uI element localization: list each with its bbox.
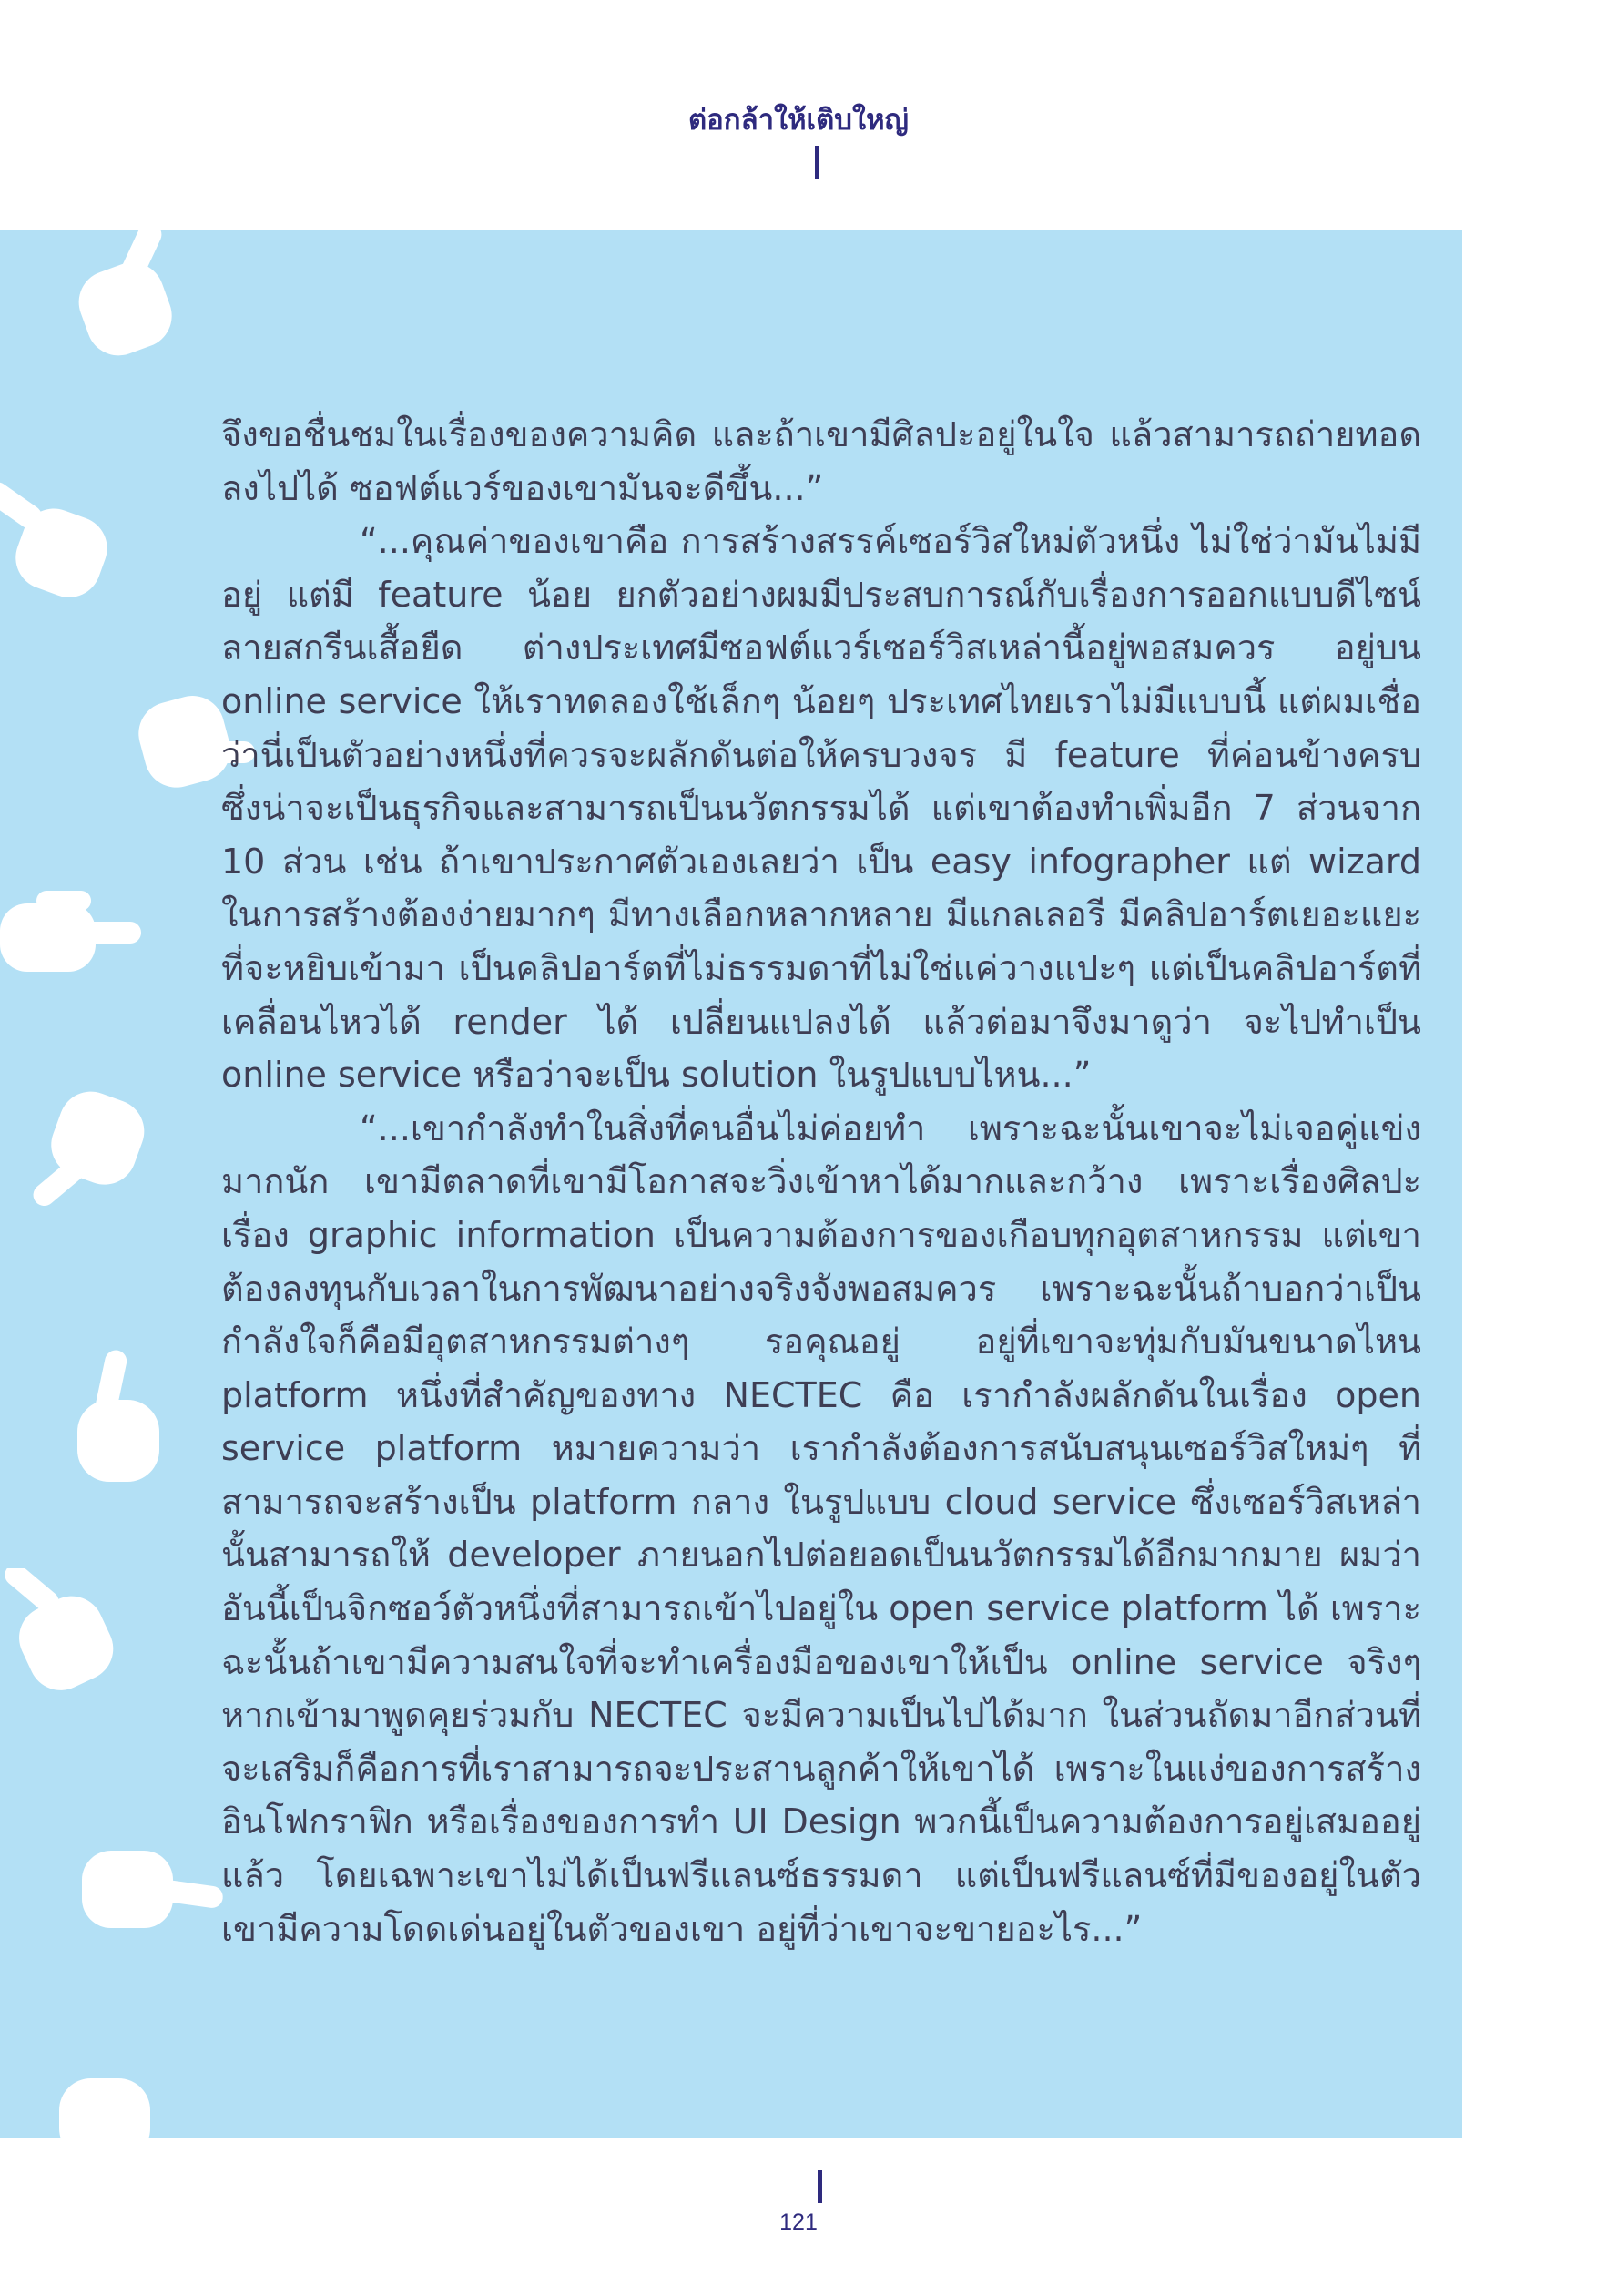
pointing-hand-icon — [0, 475, 118, 603]
footer-divider — [818, 2170, 822, 2203]
header-divider — [815, 146, 819, 179]
pointing-hand-icon — [0, 885, 146, 995]
pointing-hand-icon — [55, 2078, 155, 2138]
pointing-hand-icon — [82, 1842, 228, 1942]
pointing-hand-icon — [73, 1350, 164, 1486]
pointing-hand-icon — [73, 230, 191, 357]
paragraph: “...เขากำลังทำในสิ่งที่คนอื่นไม่ค่อยทำ เพราะฉะนั้นเขาจะไม่เจอคู่แข่งมากนัก เขามีตลาดที่เขามีโอกาสจะวิ่งเข้าหาได้มากและกว้าง เพราะเรื่องศิลปะ เรื่อง graphic information เป็นความต้องการของเกือบทุกอุตสาหกรรม แต่เขาต้องลงทุนกับเวลาในการพัฒนาอย่างจริงจังพอสมควร เพราะฉะนั้นถ้าบอกว่าเป็นกำลังใจก็คือมีอุตสาหกรรมต่างๆ รอคุณอยู่ อยู่ที่เขาจะทุ่มกับมันขนาดไหน platform หนึ่งที่สำคัญของทาง NECTEC คือ เรากำลังผลักดันในเรื่อง open service platform หมายความว่า เรากำลังต้องการสนับสนุนเซอร์วิสใหม่ๆ ที่สามารถจะสร้างเป็น platform กลาง ในรูปแบบ cloud service ซึ่งเซอร์วิสเหล่านั้นสามารถให้ developer ภายนอกไปต่อยอดเป็นนวัตกรรมได้อีกมากมาย ผมว่าอันนี้เป็นจิกซอว์ตัวหนึ่งที่สามารถเข้าไปอยู่ใน open service platform ได้ เพราะฉะนั้นถ้าเขามีความสนใจที่จะทำเครื่องมือของเขาให้เป็น online service จริงๆ หากเข้ามาพูดคุยร่วมกับ NECTEC จะมีความเป็นไปได้มาก ในส่วนถัดมาอีกส่วนที่จะเสริมก็คือการที่เราสามารถจะประสานลูกค้าให้เขาได้ เพราะในแง่ของการสร้างอินโฟกราฟิก หรือเรื่องของการทำ UI Design พวกนี้เป็นความต้องการอยู่เสมออยู่แล้ว โดยเฉพาะเขาไม่ได้เป็นฟรีแลนซ์ธรรมดา แต่เป็นฟรีแลนซ์ที่มีของอยู่ในตัวเขามีความโดดเด่นอยู่ในตัวของเขา อยู่ที่ว่าเขาจะขายอะไร...” — [221, 1107, 1422, 1949]
pointing-hand-icon — [0, 1568, 127, 1696]
page-number: 121 — [779, 2209, 818, 2235]
article-body — [221, 408, 1421, 1955]
running-header: ต่อกล้าให้เติบใหญ่ — [688, 104, 909, 137]
paragraph: “...คุณค่าของเขาคือ การสร้างสรรค์เซอร์วิสใหม่ตัวหนึ่ง ไม่ใช่ว่ามันไม่มีอยู่ แต่มี feature น้อย ยกตัวอย่างผมมีประสบการณ์กับเรื่องการออกแบบดีไซน์ลายสกรีนเสื้อยืด ต่างประเทศมีซอฟต์แวร์เซอร์วิสเหล่านี้อยู่พอสมควร อยู่บน online service ให้เราทดลองใช้เล็กๆ น้อยๆ ประเทศไทยเราไม่มีแบบนี้ แต่ผมเชื่อว่านี่เป็นตัวอย่างหนึ่งที่ควรจะผลักดันต่อให้ครบวงจร มี feature ที่ค่อนข้างครบ ซึ่งน่าจะเป็นธุรกิจและสามารถเป็นนวัตกรรมได้ แต่เขาต้องทำเพิ่มอีก 7 ส่วนจาก 10 ส่วน เช่น ถ้าเขาประกาศตัวเองเลยว่า เป็น easy infographer แต่ wizard ในการสร้างต้องง่ายมากๆ มีทางเลือกหลากหลาย มีแกลเลอรี มีคลิปอาร์ตเยอะแยะที่จะหยิบเข้ามา เป็นคลิปอาร์ตที่ไม่ธรรมดาที่ไม่ใช่แค่วางแปะๆ แต่เป็นคลิปอาร์ตที่เคลื่อนไหวได้ render ได้ เปลี่ยนแปลงได้ แล้วต่อมาจึงมาดูว่า จะไปทำเป็น online service หรือว่าจะเป็น solution ในรูปแบบไหน...” — [221, 521, 1421, 1096]
pointing-hand-icon — [27, 1086, 155, 1213]
paragraph: จึงขอชื่นชมในเรื่องของความคิด และถ้าเขามีศิลปะอยู่ในใจ แล้วสามารถถ่ายทอดลงไปได้ ซอฟต์แวร์ของเขามันจะดีขึ้น...” — [221, 414, 1421, 508]
